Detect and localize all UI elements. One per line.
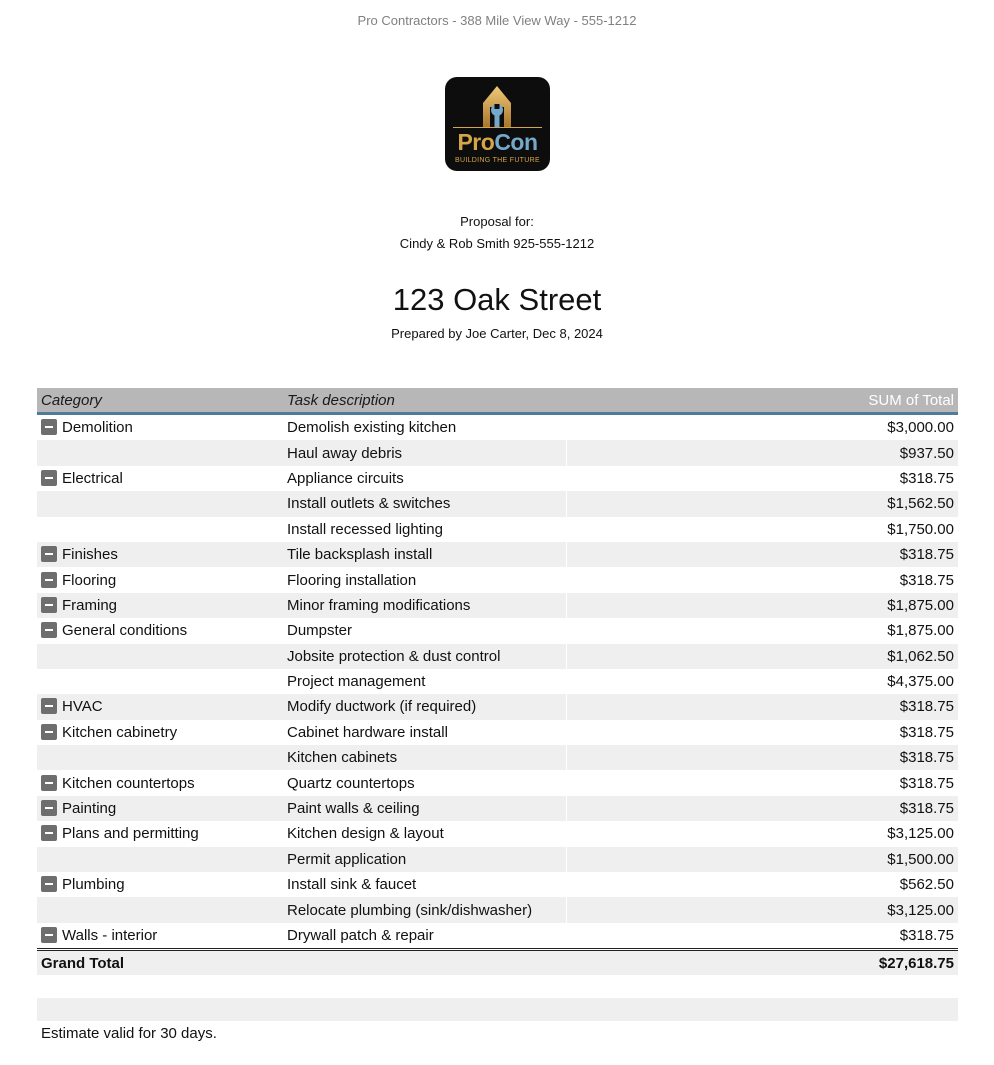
task-description-cell: Cabinet hardware install: [283, 720, 566, 745]
table-row: [37, 644, 958, 669]
amount-cell: $318.75: [899, 571, 954, 589]
table-row: [37, 440, 958, 465]
task-description-cell: Paint walls & ceiling: [283, 796, 566, 821]
category-cell: [37, 414, 283, 441]
category-cell: [37, 517, 283, 542]
grand-total-empty: [283, 950, 566, 976]
task-description-cell: Install recessed lighting: [283, 517, 566, 542]
amount-cell: $318.75: [899, 469, 954, 487]
prepared-by: Prepared by Joe Carter, Dec 8, 2024: [391, 326, 603, 341]
logo-tagline: BUILDING THE FUTURE: [455, 157, 540, 164]
task-description-cell: Appliance circuits: [283, 466, 566, 491]
category-label: Plans and permitting: [62, 825, 199, 843]
amount-cell: $1,500.00: [566, 847, 958, 872]
task-description-cell: Project management: [283, 669, 566, 694]
project-address: 123 Oak Street: [392, 282, 602, 317]
category-cell: [37, 644, 283, 669]
amount-cell: $318.75: [566, 796, 958, 821]
grand-total-value: $27,618.75: [566, 950, 958, 976]
category-cell: [37, 491, 283, 516]
task-description-cell: Haul away debris: [283, 440, 566, 465]
category-cell: [37, 745, 283, 770]
collapse-minus-icon[interactable]: [41, 876, 57, 892]
table-row: [37, 466, 958, 491]
header-category[interactable]: Category: [37, 388, 283, 414]
category-cell: [37, 796, 283, 821]
logo-word-con: Con: [494, 129, 538, 155]
category-label: Kitchen countertops: [62, 774, 195, 792]
grand-total-label: Grand Total: [37, 950, 283, 976]
amount-cell: $318.75: [566, 745, 958, 770]
table-row: [37, 720, 958, 745]
category-label: Kitchen cabinetry: [62, 723, 178, 741]
logo-word-pro: Pro: [457, 129, 495, 155]
category-cell: [37, 466, 283, 491]
amount-cell: $3,125.00: [887, 825, 954, 843]
table-row: [37, 796, 958, 821]
category-cell: [37, 567, 283, 592]
collapse-minus-icon[interactable]: [41, 825, 57, 841]
amount-cell: $562.50: [899, 876, 954, 894]
collapse-minus-icon[interactable]: [41, 622, 57, 638]
table-row: [37, 847, 958, 872]
category-cell: [37, 923, 283, 950]
category-label: Painting: [62, 800, 117, 818]
task-description-cell: Relocate plumbing (sink/dishwasher): [283, 897, 566, 922]
collapse-minus-icon[interactable]: [41, 698, 57, 714]
amount-cell: $318.75: [566, 542, 958, 567]
category-cell: [37, 872, 283, 897]
task-description-cell: Demolish existing kitchen: [283, 414, 566, 441]
category-cell: [37, 542, 283, 567]
collapse-minus-icon[interactable]: [41, 546, 57, 562]
collapse-minus-icon[interactable]: [41, 572, 57, 588]
task-description-cell: Permit application: [283, 847, 566, 872]
amount-cell: $1,875.00: [566, 593, 958, 618]
table-row: [37, 669, 958, 694]
table-row: [37, 923, 958, 950]
table-row: [37, 618, 958, 643]
table-row: [37, 414, 958, 441]
amount-cell: $1,062.50: [566, 644, 958, 669]
task-description-cell: Install outlets & switches: [283, 491, 566, 516]
client-info: Cindy & Rob Smith 925-555-1212: [399, 236, 595, 251]
category-cell: [37, 770, 283, 795]
company-contact-line: Pro Contractors - 388 Mile View Way - 555-1212: [357, 13, 637, 28]
category-cell: [37, 669, 283, 694]
category-cell: [37, 897, 283, 922]
amount-cell: $318.75: [899, 723, 954, 741]
table-row: [37, 567, 958, 592]
pivot-table: [37, 388, 958, 975]
table-row: [37, 872, 958, 897]
category-cell: [37, 694, 283, 719]
table-row: [37, 694, 958, 719]
table-row: [37, 593, 958, 618]
category-cell: [37, 440, 283, 465]
category-label: Framing: [62, 596, 118, 614]
task-description-cell: Minor framing modifications: [283, 593, 566, 618]
category-cell: [37, 821, 283, 846]
amount-cell: $1,875.00: [887, 622, 954, 640]
amount-cell: $318.75: [566, 694, 958, 719]
category-cell: [37, 618, 283, 643]
task-description-cell: Flooring installation: [283, 567, 566, 592]
estimate-validity-note: Estimate valid for 30 days.: [41, 1025, 217, 1042]
category-label: Finishes: [62, 546, 118, 564]
category-label: General conditions: [62, 622, 188, 640]
proposal-label: Proposal for:: [460, 214, 534, 229]
logo-wordmark: [445, 129, 550, 155]
amount-cell: $937.50: [566, 440, 958, 465]
category-label: HVAC: [62, 698, 103, 716]
amount-cell: $1,750.00: [887, 520, 954, 538]
category-cell: [37, 593, 283, 618]
amount-cell: $3,000.00: [887, 419, 954, 437]
amount-cell: $318.75: [899, 774, 954, 792]
category-label: Demolition: [62, 419, 133, 437]
task-description-cell: Tile backsplash install: [283, 542, 566, 567]
amount-cell: $3,125.00: [566, 897, 958, 922]
grand-total-row: [37, 950, 958, 976]
category-cell: [37, 847, 283, 872]
category-label: Walls - interior: [62, 927, 158, 944]
amount-cell: $4,375.00: [887, 673, 954, 691]
task-description-cell: Dumpster: [283, 618, 566, 643]
collapse-minus-icon[interactable]: [41, 775, 57, 791]
collapse-minus-icon[interactable]: [41, 800, 57, 816]
collapse-minus-icon[interactable]: [41, 597, 57, 613]
task-description-cell: Kitchen design & layout: [283, 821, 566, 846]
table-row: [37, 542, 958, 567]
task-description-cell: Quartz countertops: [283, 770, 566, 795]
category-label: Plumbing: [62, 876, 125, 894]
collapse-minus-icon[interactable]: [41, 927, 57, 943]
table-row: [37, 745, 958, 770]
amount-cell: $318.75: [899, 927, 954, 944]
blank-band: [37, 998, 958, 1021]
category-cell: [37, 720, 283, 745]
table-row: [37, 770, 958, 795]
task-description-cell: Install sink & faucet: [283, 872, 566, 897]
collapse-minus-icon[interactable]: [41, 419, 57, 435]
header-task-description[interactable]: Task description: [283, 388, 566, 414]
table-row: [37, 517, 958, 542]
procon-logo: [445, 77, 550, 171]
category-label: Electrical: [62, 469, 123, 487]
task-description-cell: Kitchen cabinets: [283, 745, 566, 770]
table-row: [37, 821, 958, 846]
table-row: [37, 897, 958, 922]
header-sum-of-total[interactable]: SUM of Total: [566, 388, 958, 414]
table-header-row: [37, 388, 958, 414]
table-row: [37, 491, 958, 516]
task-description-cell: Drywall patch & repair: [283, 923, 566, 950]
category-label: Flooring: [62, 571, 117, 589]
collapse-minus-icon[interactable]: [41, 724, 57, 740]
amount-cell: $1,562.50: [566, 491, 958, 516]
task-description-cell: Jobsite protection & dust control: [283, 644, 566, 669]
task-description-cell: Modify ductwork (if required): [283, 694, 566, 719]
collapse-minus-icon[interactable]: [41, 470, 57, 486]
